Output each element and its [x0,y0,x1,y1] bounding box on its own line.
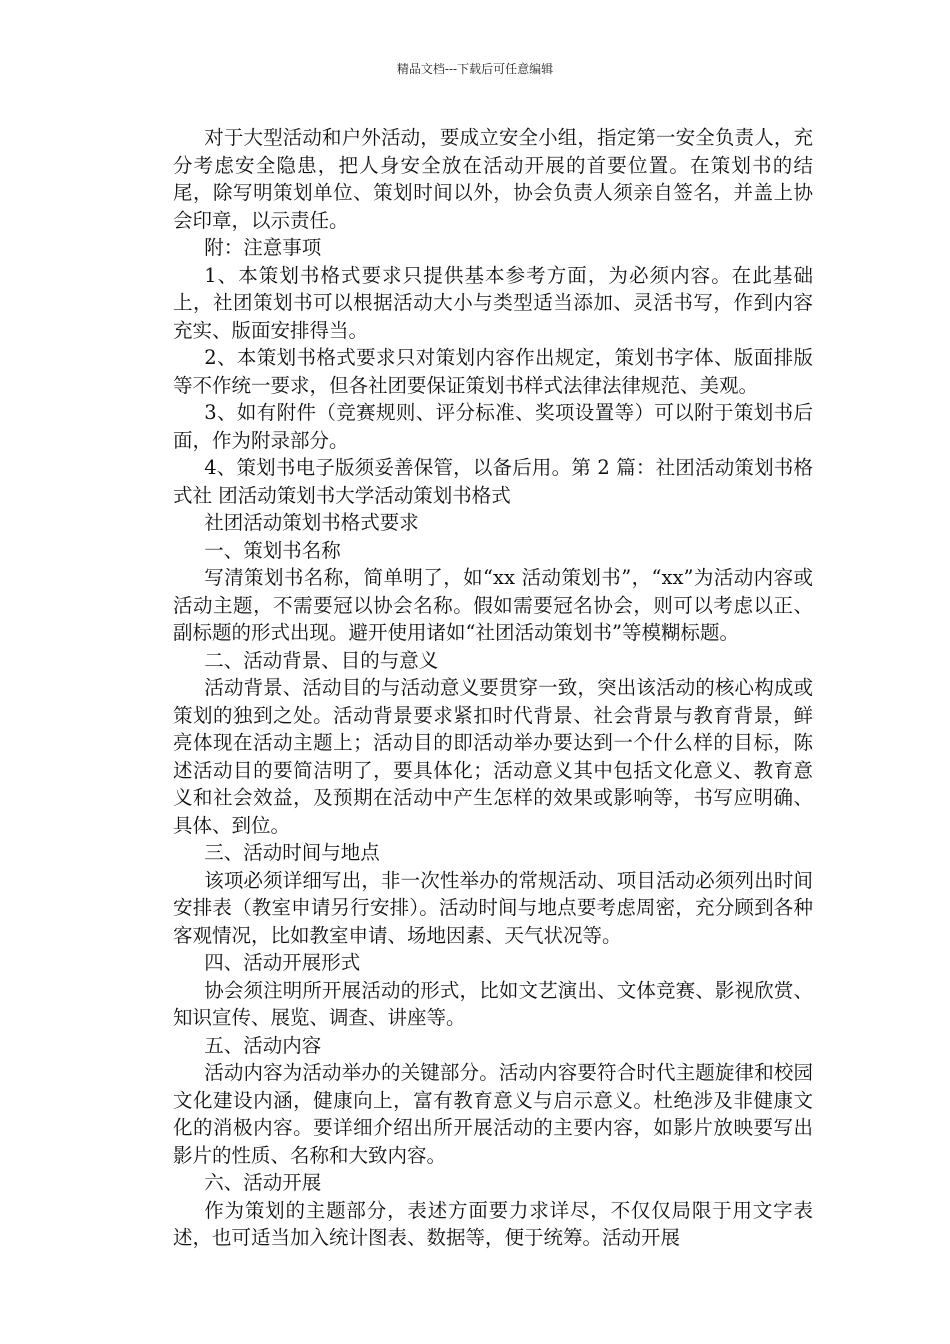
paragraph: 活动背景、活动目的与活动意义要贯穿一致，突出该活动的核心构成或策划的独到之处。活动背景要求紧扣时代背景、社会背景与教育背景，鲜亮体现在活动主题上；活动目的即活动举办要达到一个什么样的目标，陈述活动目的要简洁明了，要具体化；活动意义其中包括文化意义、教育意义和社会效益，及预期在活动中产生怎样的效果或影响等，书写应明确、具体、到位。 [173,676,813,837]
paragraph: 对于大型活动和户外活动，要成立安全小组，指定第一安全负责人，充分考虑安全隐患，把人身安全放在活动开展的首要位置。在策划书的结尾，除写明策划单位、策划时间以外，协会负责人须亲自签名，并盖上协会印章，以示责任。 [173,126,813,232]
section-heading: 三、活动时间与地点 [204,841,380,864]
paragraph: 写清策划书名称，简单明了，如“xx 活动策划书”，“xx”为活动内容或活动主题，不需要冠以协会名称。假如需要冠名协会，则可以考虑以正、副标题的形式出现。避开使用诸如“社团活动策划书”等模糊标题。 [173,566,813,644]
section-heading: 二、活动背景、目的与意义 [204,648,439,672]
paragraph: 该项必须详细写出，非一次性举办的常规活动、项目活动必须列出时间安排表（教室申请另行安排）。活动时间与地点要考虑周密，充分顾到各种客观情况，比如教室申请、场地因素、天气状况等。 [173,868,813,947]
paragraph: 作为策划的主题部分，表述方面要力求详尽，不仅仅局限于用文字表述，也可适当加入统计图表、数据等，便于统筹。活动开展 [173,1198,813,1249]
paragraph: 活动内容为活动举办的关键部分。活动内容要符合时代主题旋律和校园文化建设内涵，健康向上，富有教育意义与启示意义。杜绝涉及非健康文化的消极内容。要详细介绍出所开展活动的主要内容，如影片放映要写出影片的性质、名称和大致内容。 [173,1061,813,1167]
section-heading: 六、活动开展 [204,1171,322,1194]
section-heading: 附：注意事项 [204,236,322,259]
paragraph: 协会须注明所开展活动的形式，比如文艺演出、文体竞赛、影视欣赏、知识宣传、展览、调查、讲座等。 [173,978,813,1029]
paragraph: 3、如有附件（竞赛规则、评分标准、奖项设置等）可以附于策划书后面，作为附录部分。 [173,401,813,452]
section-heading: 四、活动开展形式 [204,951,361,974]
section-heading: 一、策划书名称 [204,538,341,562]
section-heading: 五、活动内容 [204,1033,322,1057]
page-header: 精品文档---下载后可任意编辑 [396,62,554,76]
paragraph: 1、本策划书格式要求只提供基本参考方面，为必须内容。在此基础上，社团策划书可以根据活动大小与类型适当添加、灵活书写，作到内容充实、版面安排得当。 [173,263,813,342]
paragraph: 2、本策划书格式要求只对策划内容作出规定，策划书字体、版面排版等不作统一要求，但各社团要保证策划书样式法律法律规范、美观。 [173,346,813,397]
document-body [173,124,813,1252]
paragraph: 4、策划书电子版须妥善保管，以备后用。第 2 篇：社团活动策划书格式社 团活动策划书大学活动策划书格式 [173,456,813,507]
section-heading: 社团活动策划书格式要求 [204,511,419,534]
